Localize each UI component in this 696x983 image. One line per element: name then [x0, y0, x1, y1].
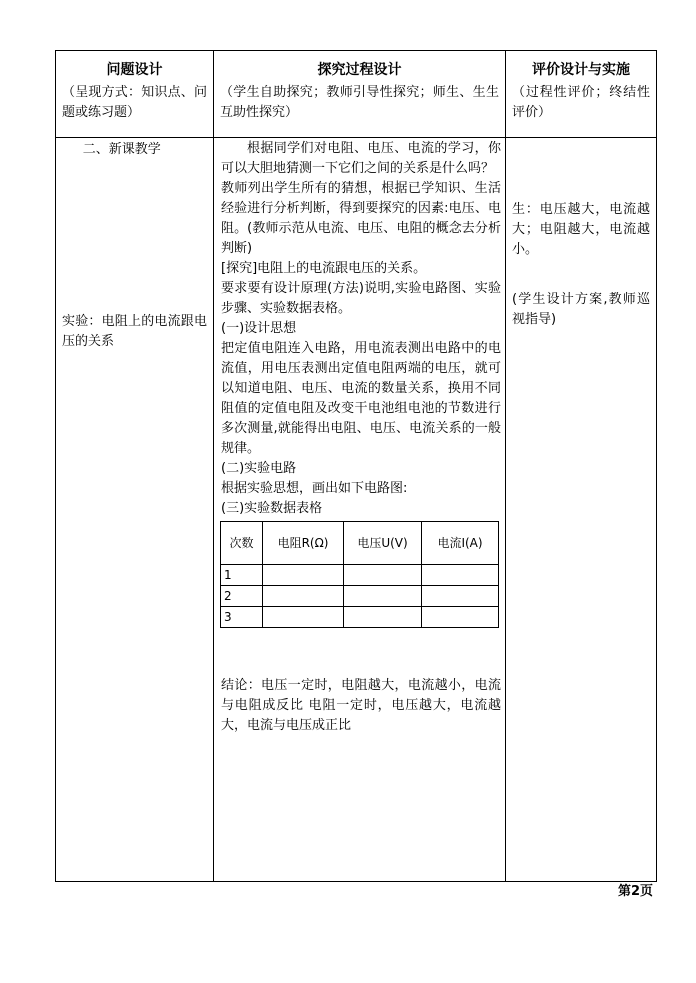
table-row — [221, 607, 499, 628]
resistance-cell — [263, 565, 344, 586]
lesson-plan-table — [55, 50, 657, 882]
section-heading: 二、新课教学 — [82, 142, 161, 157]
conclusion-text: 结论：电压一定时，电阻越大，电流越小，电流与电阻成反比 电阻一定时，电压越大，电流越大，电流与电压成正比 — [221, 678, 501, 733]
row-number: 2 — [221, 586, 263, 607]
col-header-voltage: 电压U(V) — [344, 522, 422, 565]
header-cell-evaluation-design — [506, 51, 657, 138]
experiment-data-table — [220, 521, 499, 628]
explore-topic: [探究]电阻上的电流跟电压的关系。 — [221, 261, 427, 276]
inquiry-process-cell — [214, 138, 506, 882]
teacher-guidance-note: (学生设计方案,教师巡视指导) — [512, 292, 650, 327]
circuit-text: 根据实验思想，画出如下电路图: — [221, 481, 408, 496]
question-design-cell — [56, 138, 214, 882]
header-title: 探究过程设计 — [317, 62, 402, 78]
design-text: 把定值电阻连入电路，用电流表测出电路中的电流值，用电压表测出定值电阻两端的电压，就可以知道电阻、电压、电流的数量关系，换用不同阻值的定值电阻及改变干电池组电池的节数进行多次测量,就能得出电阻、电压、电流关系的一般规律。 — [221, 341, 501, 456]
current-cell — [422, 586, 499, 607]
header-subtitle: （学生自助探究；教师引导性探究；师生、生生互助性探究） — [220, 85, 499, 120]
evaluation-cell — [506, 138, 657, 882]
header-subtitle: （呈现方式：知识点、问题或练习题） — [62, 85, 207, 120]
col-header-count: 次数 — [221, 522, 263, 565]
resistance-cell — [263, 586, 344, 607]
student-evaluation: 生：电压越大，电流越大；电阻越大，电流越小。 — [512, 202, 650, 257]
intro-question: 根据同学们对电阻、电压、电流的学习，你可以大胆地猜测一下它们之间的关系是什么吗？ — [221, 141, 501, 176]
data-table-header-row — [221, 522, 499, 565]
resistance-cell — [263, 607, 344, 628]
table-row — [221, 586, 499, 607]
current-cell — [422, 565, 499, 586]
row-number: 1 — [221, 565, 263, 586]
header-row — [56, 51, 657, 138]
current-cell — [422, 607, 499, 628]
voltage-cell — [344, 565, 422, 586]
table-row — [221, 565, 499, 586]
data-table-heading: (三)实验数据表格 — [221, 501, 323, 516]
header-cell-inquiry-design — [214, 51, 506, 138]
teacher-guidance: 教师列出学生所有的猜想，根据已学知识、生活经验进行分析判断，得到要探究的因素:电压、电阻。(教师示范从电流、电压、电阻的概念去分析判断) — [221, 181, 501, 256]
col-header-resistance: 电阻R(Ω) — [263, 522, 344, 565]
design-heading: (一)设计思想 — [221, 321, 297, 336]
header-title: 评价设计与实施 — [532, 62, 630, 78]
content-row — [56, 138, 657, 882]
header-subtitle: （过程性评价；终结性评价） — [512, 85, 650, 120]
requirements: 要求要有设计原理(方法)说明,实验电路图、实验步骤、实验数据表格。 — [221, 281, 501, 316]
voltage-cell — [344, 586, 422, 607]
header-title: 问题设计 — [106, 62, 163, 78]
page-number: 第2页 — [617, 884, 653, 899]
header-cell-question-design — [56, 51, 214, 138]
voltage-cell — [344, 607, 422, 628]
circuit-heading: (二)实验电路 — [221, 461, 297, 476]
experiment-title: 实验：电阻上的电流跟电压的关系 — [62, 314, 207, 349]
row-number: 3 — [221, 607, 263, 628]
col-header-current: 电流I(A) — [422, 522, 499, 565]
